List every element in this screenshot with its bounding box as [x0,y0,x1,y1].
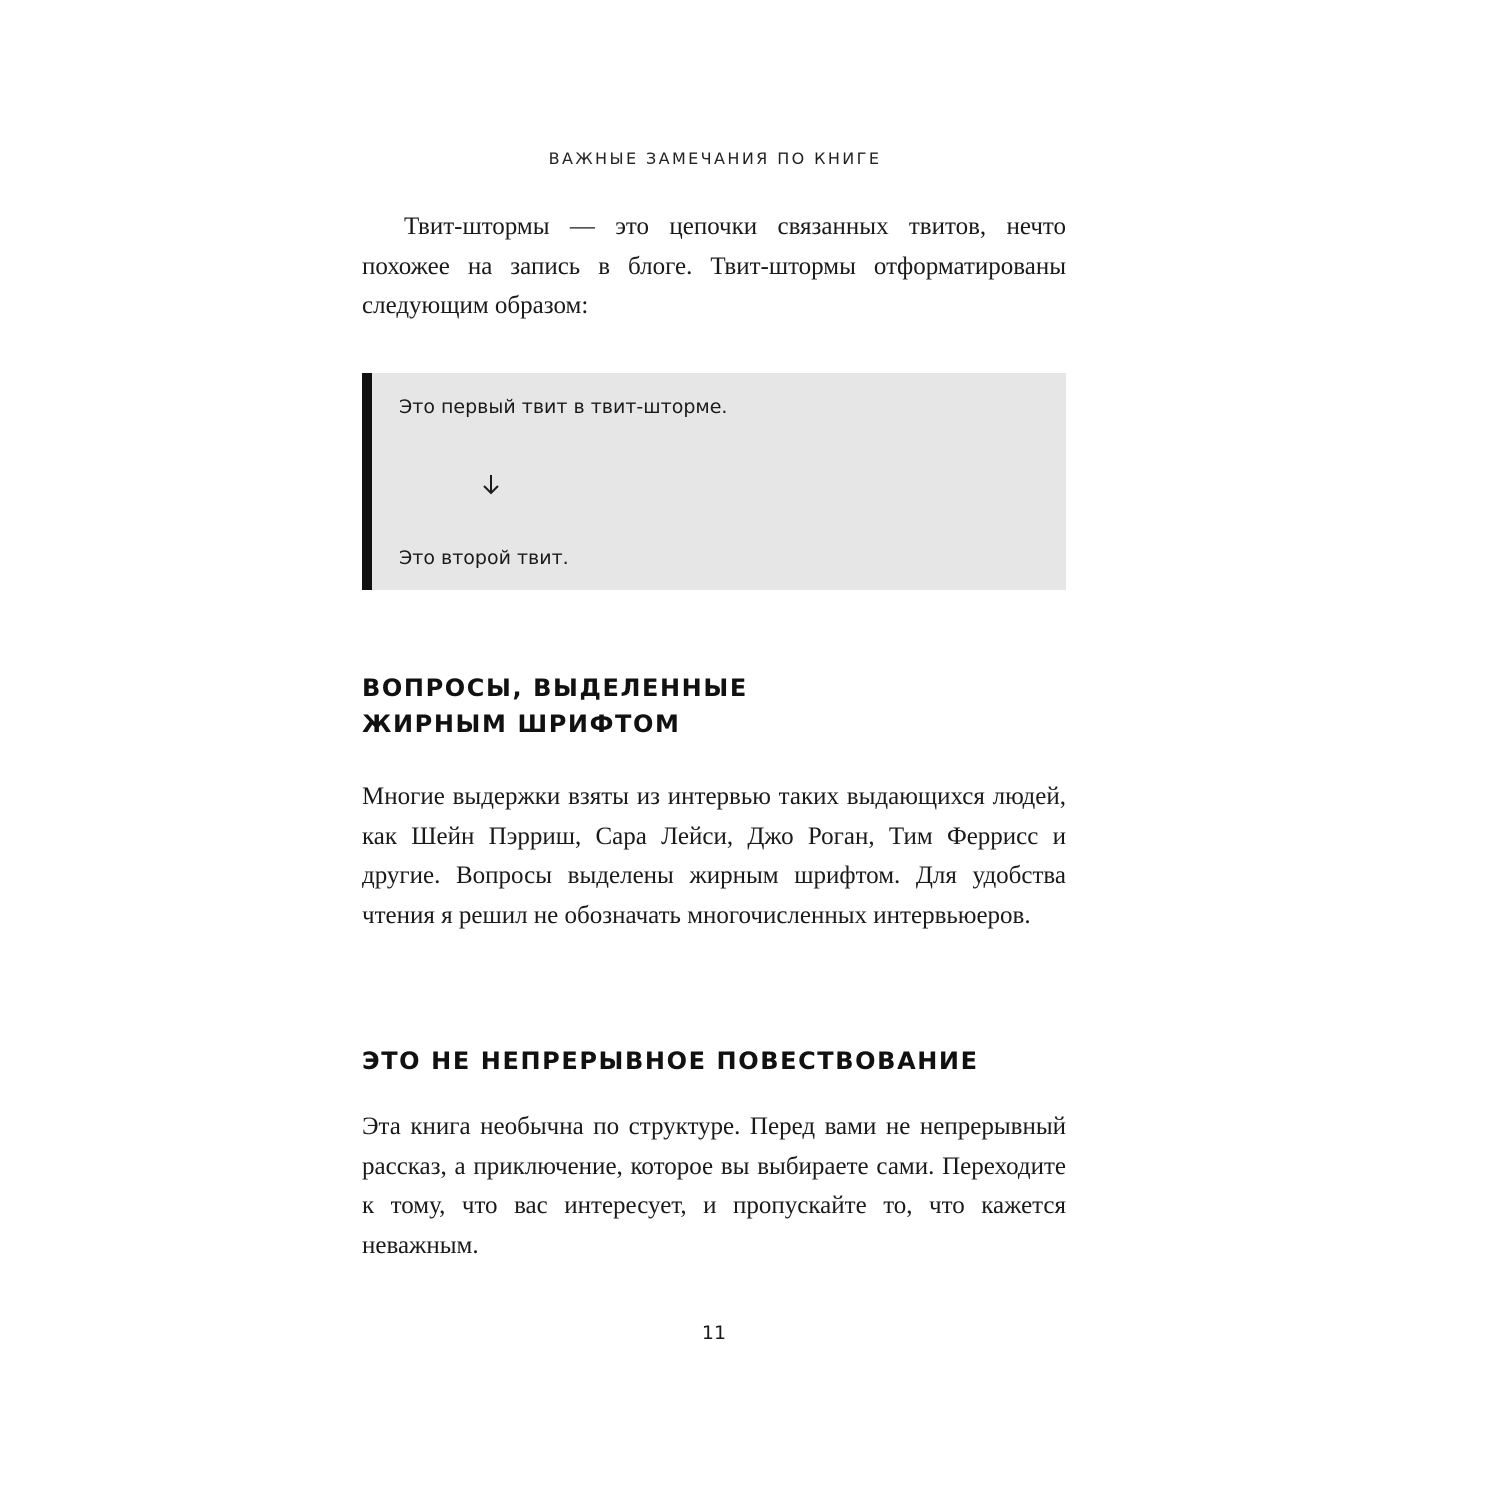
quote-bar [362,373,372,590]
page-number: 11 [701,1322,727,1344]
section-heading-bold-questions [362,670,1066,742]
not-continuous-paragraph: Эта книга необычна по структуре. Перед вами не непрерывный рассказ, а приключение, которое вы выбираете сами. Переходите к тому, что вас интересует, и пропускайте то, что кажется неважным. [362,1113,1066,1259]
heading-line: ВОПРОСЫ, ВЫДЕЛЕННЫЕ [362,674,748,702]
bold-questions-paragraph: Многие выдержки взяты из интервью таких выдающихся людей, как Шейн Пэрриш, Сара Лейси, Джо Роган, Тим Феррисс и другие. Вопросы выделены жирным шрифтом. Для удобства чтения я решил не обозначать многочисленных интервьюеров. [362,783,1066,929]
first-tweet: Это первый твит в твит-шторме. [399,396,728,418]
running-head: ВАЖНЫЕ ЗАМЕЧАНИЯ ПО КНИГЕ [548,149,882,168]
intro-paragraph: Твит-штормы — это цепочки связанных твитов, нечто похожее на запись в блоге. Твит-штормы отформатированы следующим образом: [362,213,1066,319]
section-heading-not-continuous: ЭТО НЕ НЕПРЕРЫВНОЕ ПОВЕСТВОВАНИЕ [362,1047,979,1075]
second-tweet: Это второй твит. [399,547,569,569]
heading-line: ЖИРНЫМ ШРИФТОМ [362,710,681,738]
tweetstorm-example-box [362,373,1066,590]
arrow-down-icon [482,473,500,497]
